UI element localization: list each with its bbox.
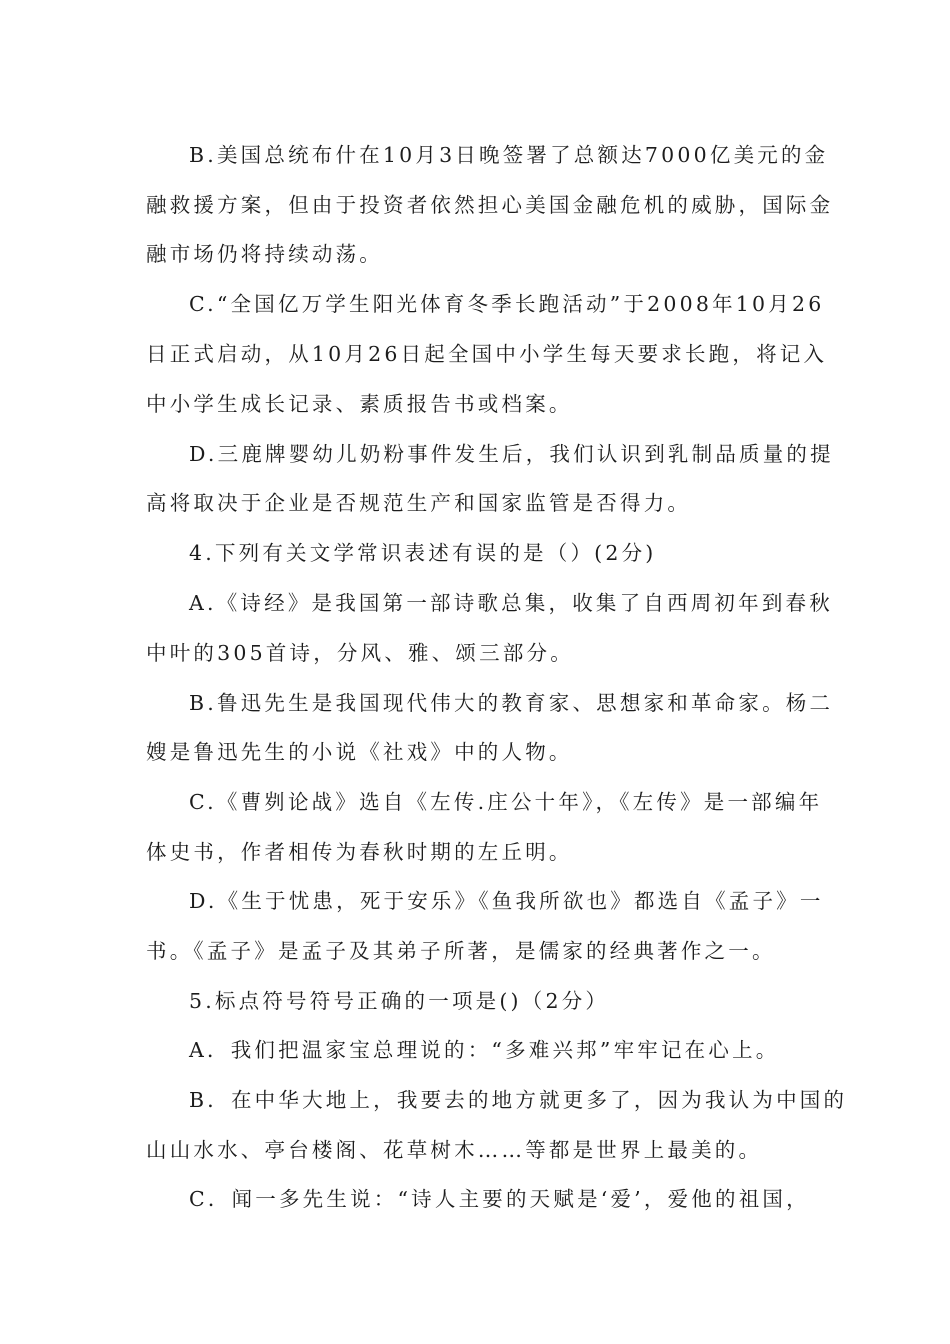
text-line: 中叶的305首诗，分风、雅、颂三部分。 [146, 641, 574, 665]
text-line: B．在中华大地上，我要去的地方就更多了，因为我认为中国的 [189, 1088, 848, 1112]
text-line: D.三鹿牌婴幼儿奶粉事件发生后，我们认识到乳制品质量的提 [189, 442, 834, 466]
text-line: 日正式启动，从10月26日起全国中小学生每天要求长跑，将记入 [146, 342, 828, 366]
text-line: A.《诗经》是我国第一部诗歌总集，收集了自西周初年到春秋 [189, 591, 833, 615]
question-heading: 5.标点符号符号正确的一项是()（2分） [189, 989, 610, 1013]
question-heading: 4.下列有关文学常识表述有误的是（）(2分) [189, 541, 657, 565]
text-line: C.“全国亿万学生阳光体育冬季长跑活动”于2008年10月26 [189, 292, 825, 316]
text-line: 融市场仍将持续动荡。 [146, 242, 383, 266]
text-line: 中小学生成长记录、素质报告书或档案。 [146, 392, 573, 416]
text-line: 书。《孟子》是孟子及其弟子所著，是儒家的经典著作之一。 [146, 939, 776, 963]
text-line: B.美国总统布什在10月3日晚签署了总额达7000亿美元的金 [189, 143, 829, 167]
text-line: 山山水水、亭台楼阁、花草树木……等都是世界上最美的。 [146, 1138, 763, 1162]
text-line: D.《生于忧患，死于安乐》《鱼我所欲也》都选自《孟子》一 [189, 889, 824, 913]
text-line: 融救援方案，但由于投资者依然担心美国金融危机的威胁，国际金 [146, 193, 834, 217]
text-line: C．闻一多先生说：“诗人主要的天赋是‘爱’，爱他的祖国， [189, 1187, 810, 1211]
text-line: 嫂是鲁迅先生的小说《社戏》中的人物。 [146, 740, 573, 764]
text-line: A．我们把温家宝总理说的：“多难兴邦”牢牢记在心上。 [189, 1038, 780, 1062]
text-line: C.《曹刿论战》选自《左传.庄公十年》，《左传》是一部编年 [189, 790, 823, 814]
text-line: B.鲁迅先生是我国现代伟大的教育家、思想家和革命家。杨二 [189, 691, 834, 715]
text-line: 高将取决于企业是否规范生产和国家监管是否得力。 [146, 491, 692, 515]
text-line: 体史书，作者相传为春秋时期的左丘明。 [146, 840, 573, 864]
